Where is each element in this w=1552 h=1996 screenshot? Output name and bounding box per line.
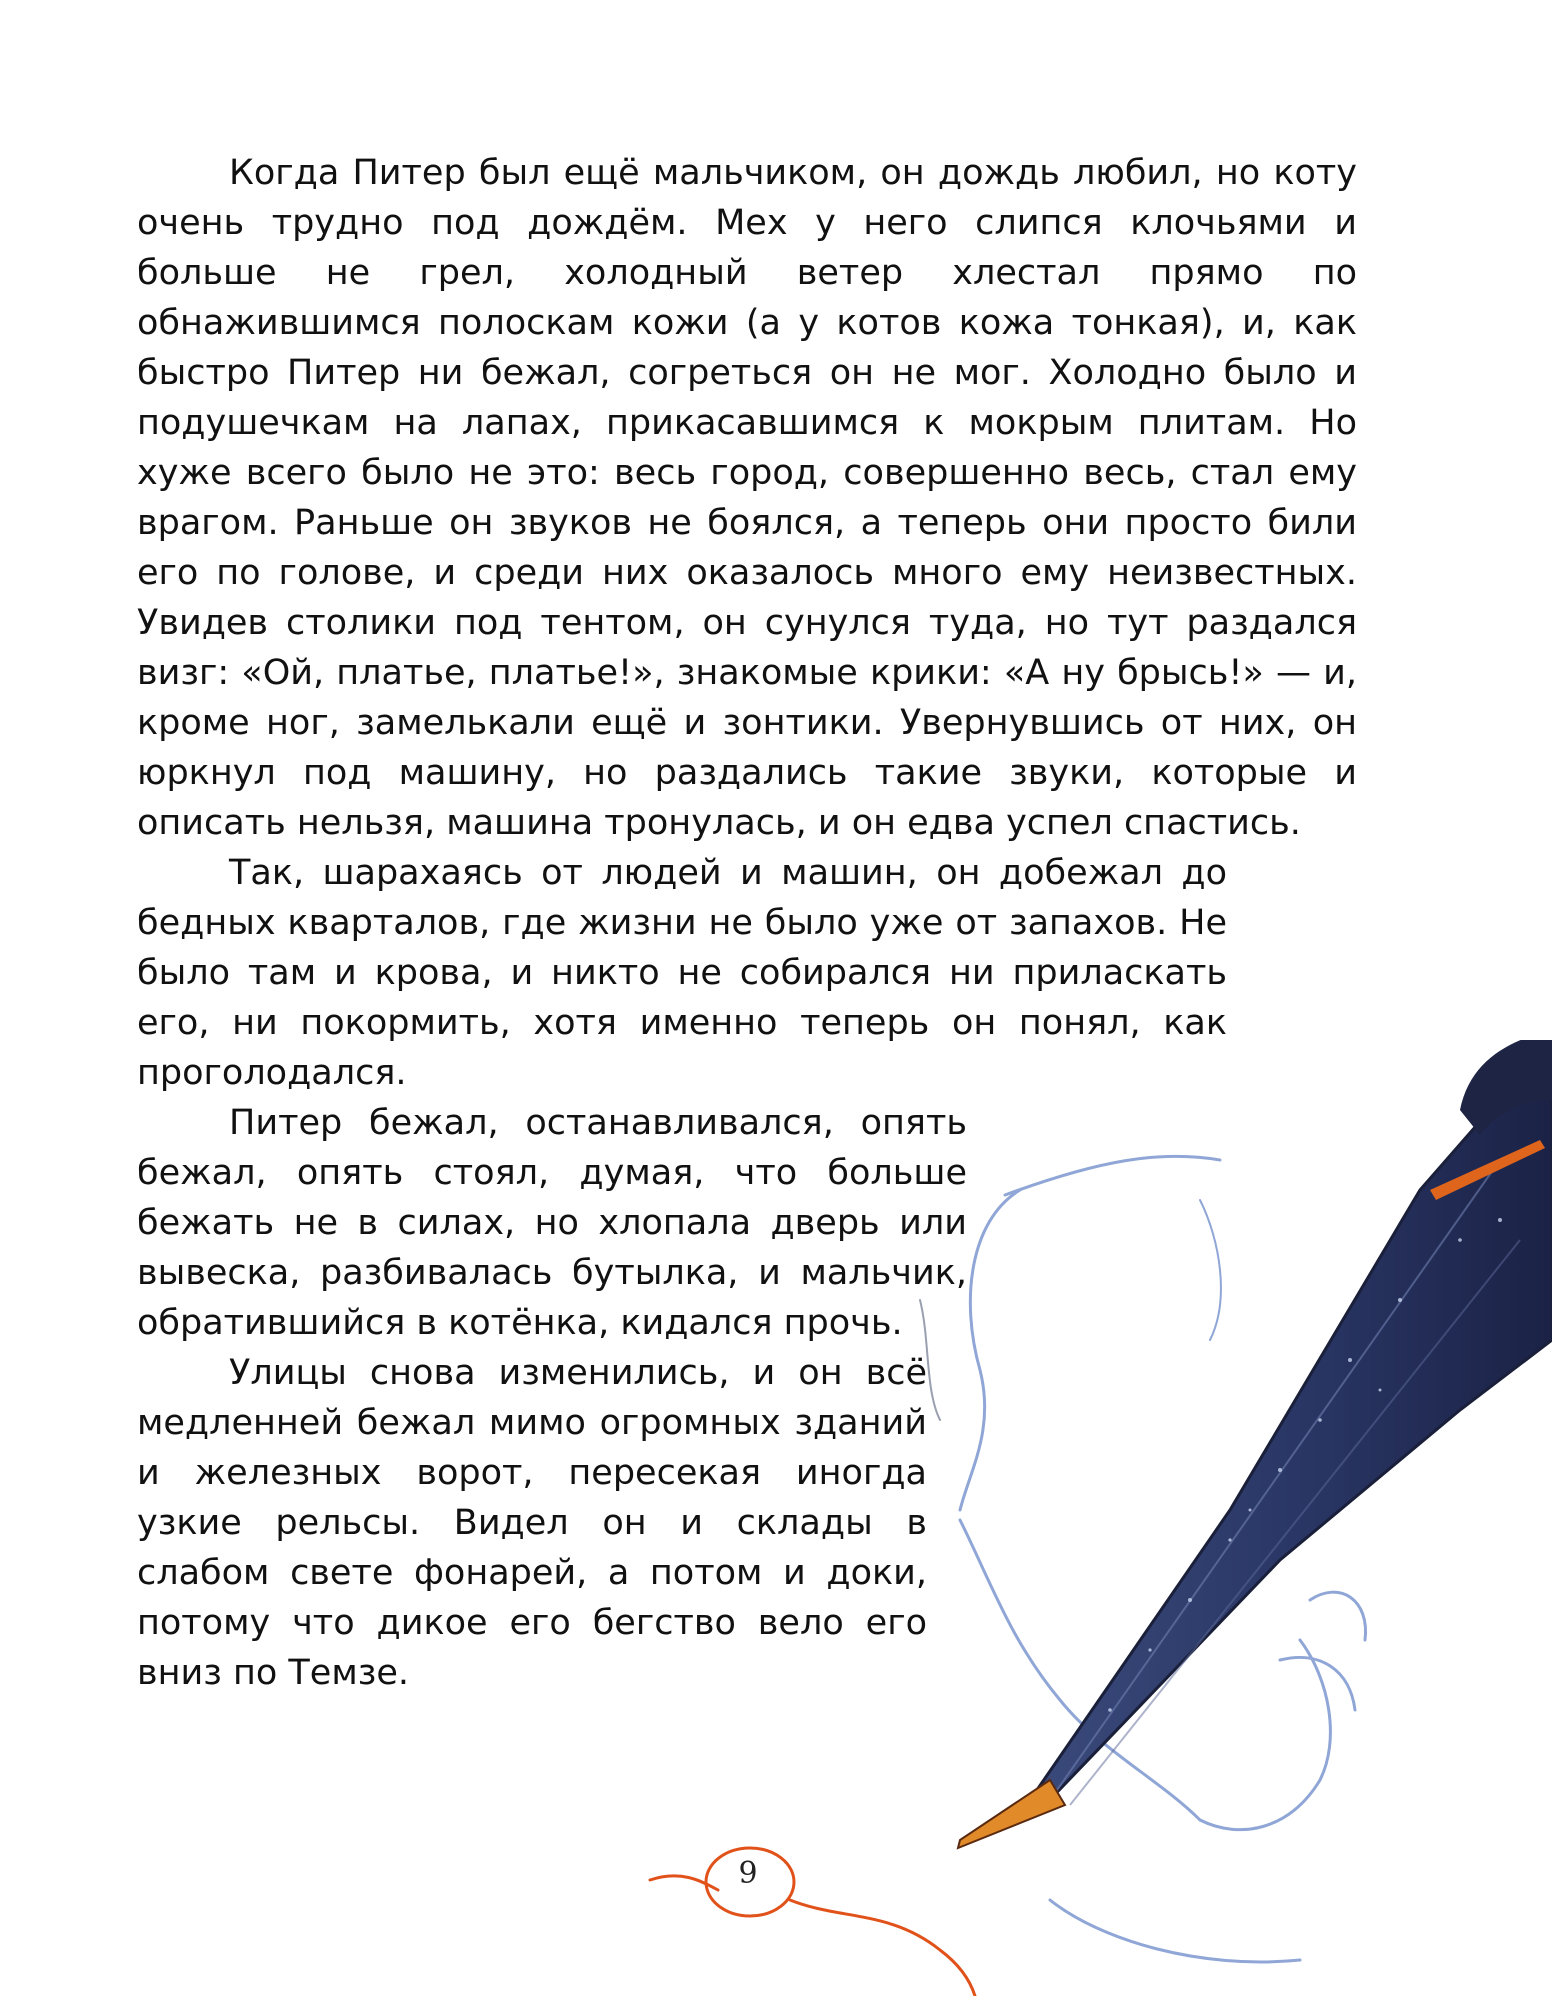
paragraph-4: Улицы снова изменились, и он всё медленней бежал мимо огромных зданий и железных ворот, пересекая иногда узкие рельсы. Видел он и склады в слабом свете фонарей, а потом и доки, потому что дикое его бегство вело его вниз по Темзе. bbox=[137, 1353, 927, 1693]
thread-decoration bbox=[640, 1840, 1000, 1996]
page-number: 9 bbox=[738, 1856, 758, 1891]
paragraph-2: Так, шарахаясь от людей и машин, он добежал до бедных кварталов, где жизни не было уже от запахов. Не было там и крова, и никто не собирался ни приласкать его, ни покормить, хотя именно теперь он понял, как проголодался. bbox=[137, 853, 1227, 1093]
umbrella-tip bbox=[958, 1780, 1065, 1848]
paragraph-1: Когда Питер был ещё мальчиком, он дождь любил, но коту очень трудно под дождём. Мех у него слипся клочьями и больше не грел, холодный ветер хлестал прямо по обнажившимся полоскам кожи (а у котов кожа тонкая), и, как быстро Питер ни бежал, согреться он не мог. Холодно было и подушечкам на лапах, прикасавшимся к мокрым плитам. Но хуже всего было не это: весь город, совершенно весь, стал ему врагом. Раньше он звуков не боялся, а теперь они просто били его по голове, и среди них оказалось много ему неизвестных. Увидев столики под тентом, он сунулся туда, но тут раздался визг: «Ой, платье, платье!», знакомые крики: «А ну брысь!» — и, кроме ног, замелькали ещё и зонтики. Увернувшись от них, он юркнул под машину, но раздались такие звуки, которые и описать нельзя, машина тронулась, и он едва успел спастись. bbox=[137, 153, 1357, 843]
paragraph-3: Питер бежал, останавливался, опять бежал, опять стоял, думая, что больше бежать не в силах, но хлопала дверь или вывеска, разбивалась бутылка, и мальчик, обратившийся в котёнка, кидался прочь. bbox=[137, 1103, 967, 1343]
